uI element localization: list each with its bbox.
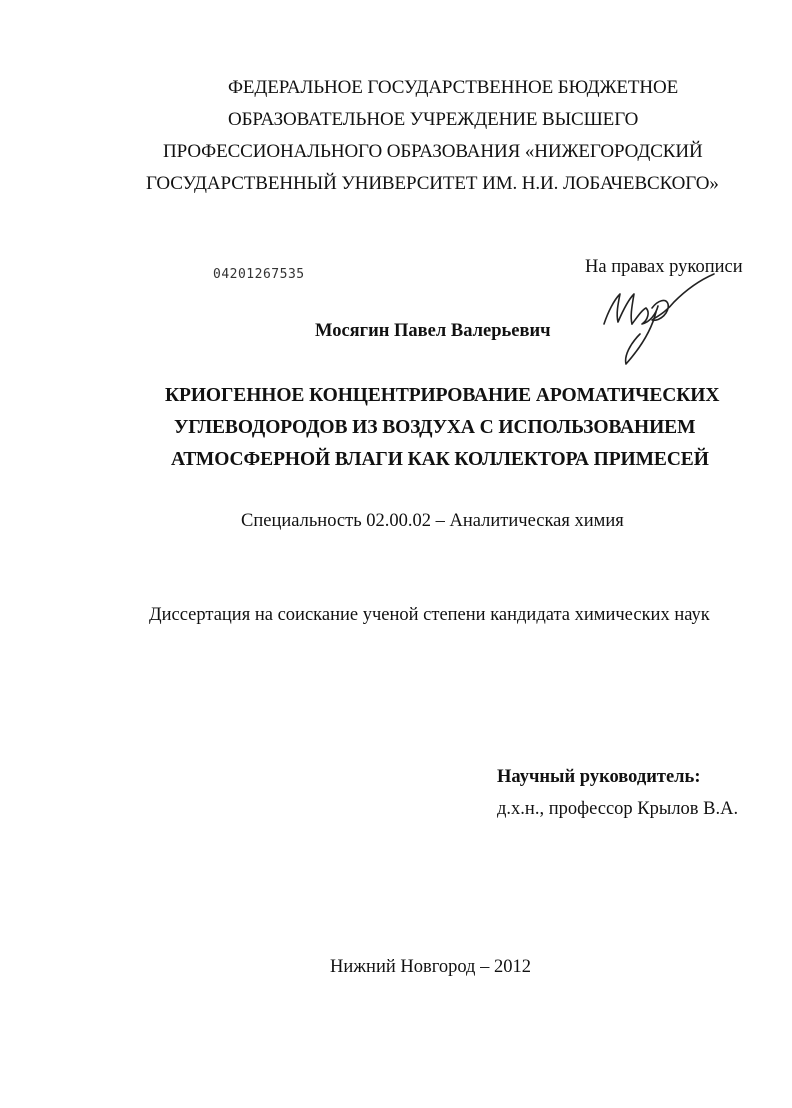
manuscript-note: На правах рукописи [585,257,743,277]
title-line-2: УГЛЕВОДОРОДОВ ИЗ ВОЗДУХА С ИСПОЛЬЗОВАНИЕМ [174,417,696,438]
specialty: Специальность 02.00.02 – Аналитическая химия [241,511,624,531]
title-line-3: АТМОСФЕРНОЙ ВЛАГИ КАК КОЛЛЕКТОРА ПРИМЕСЕЙ [171,449,709,470]
institution-line-3: ПРОФЕССИОНАЛЬНОГО ОБРАЗОВАНИЯ «НИЖЕГОРОДСКИЙ [163,141,703,162]
supervisor-label: Научный руководитель: [497,767,701,787]
author-name: Мосягин Павел Валерьевич [315,321,551,341]
degree-statement: Диссертация на соискание ученой степени кандидата химических наук [149,605,710,625]
title-line-1: КРИОГЕННОЕ КОНЦЕНТРИРОВАНИЕ АРОМАТИЧЕСКИХ [165,385,720,406]
supervisor-name: д.х.н., профессор Крылов В.А. [497,799,739,819]
signature-image [596,272,736,372]
city-year: Нижний Новгород – 2012 [330,957,531,977]
stamp-number: 04201267535 [213,267,305,282]
institution-line-2: ОБРАЗОВАТЕЛЬНОЕ УЧРЕЖДЕНИЕ ВЫСШЕГО [228,109,639,130]
institution-line-1: ФЕДЕРАЛЬНОЕ ГОСУДАРСТВЕННОЕ БЮДЖЕТНОЕ [228,77,679,98]
institution-line-4: ГОСУДАРСТВЕННЫЙ УНИВЕРСИТЕТ ИМ. Н.И. ЛОБАЧЕВСКОГО» [146,173,719,194]
